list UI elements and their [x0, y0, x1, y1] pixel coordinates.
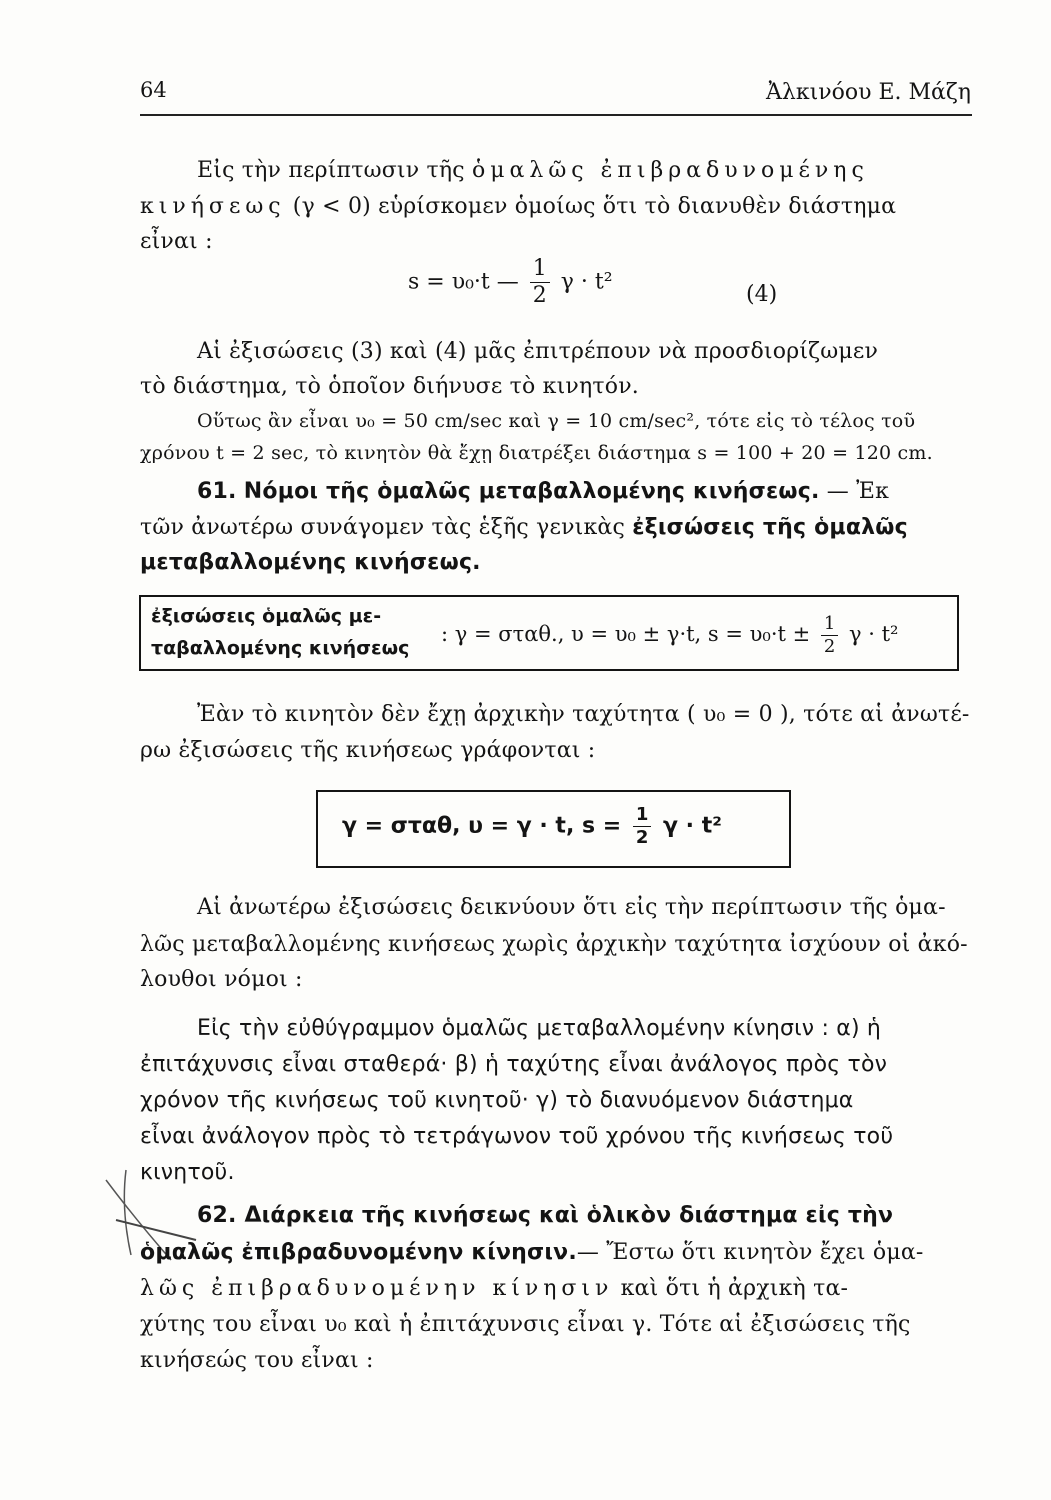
laws-line3: χρόνον τῆς κινήσεως τοῦ κινητοῦ· γ) τὸ διανυόμενον διάστημα [140, 1088, 854, 1113]
equation-4-rhs: γ · t² [560, 269, 613, 295]
para1-line1 [197, 158, 869, 183]
equations-box-general [139, 595, 959, 671]
section61-title: Νόμοι τῆς ὁμαλῶς μεταβαλλομένης κινήσεως. [243, 479, 820, 504]
para2-line1: Αἱ ἐξισώσεις (3) καὶ (4) μᾶς ἐπιτρέπουν νὰ προσδιορίζωμεν [197, 339, 879, 364]
para1-spaced-term: ὁμαλῶς ἐπιβραδυνομένης [471, 158, 869, 183]
fraction-numerator: 1 [530, 258, 550, 283]
para4-line2: λῶς μεταβαλλομένης κινήσεως χωρὶς ἀρχικὴν ταχύτητα ἰσχύουν οἱ ἀκό- [140, 932, 968, 957]
section61-text-2: τῶν ἀνωτέρω συνάγομεν τὰς ἑξῆς γενικὰς [140, 515, 633, 540]
fraction-denominator: 2 [635, 827, 649, 848]
box2-equations [342, 806, 722, 847]
fraction-numerator: 1 [821, 615, 838, 636]
equations-box-no-initial-velocity [316, 790, 791, 868]
para1-text: Εἰς τὴν περίπτωσιν τῆς [197, 158, 472, 183]
para2-line2: τὸ διάστημα, τὸ ὁποῖον διήνυσε τὸ κινητόν. [140, 374, 639, 399]
box1-fraction [821, 615, 838, 656]
section62-heading [197, 1203, 893, 1228]
section62-number: 62. [197, 1203, 237, 1228]
para3-line1: Ἐὰν τὸ κινητὸν δὲν ἔχῃ ἀρχικὴν ταχύτητα ( υ₀ = 0 ), τότε αἱ ἀνωτέ- [197, 702, 970, 727]
para1-line2 [140, 194, 896, 219]
para1-line3: εἶναι : [140, 229, 213, 254]
section62-line4: χύτης του εἶναι υ₀ καὶ ἡ ἐπιτάχυνσις εἶναι γ. Τότε αἱ ἐξισώσεις τῆς [140, 1312, 911, 1337]
fraction-denominator: 2 [823, 636, 836, 657]
para1-spaced-term-2: κινήσεως [140, 194, 286, 219]
section62-title-2: ὁμαλῶς ἐπιβραδυνομένην κίνησιν. [140, 1240, 577, 1265]
box1-label-line2: ταβαλλομένης κινήσεως [151, 637, 410, 659]
laws-line2: ἐπιτάχυνσις εἶναι σταθερά· β) ἡ ταχύτης εἶναι ἀνάλογος πρὸς τὸν [140, 1052, 888, 1077]
section62-spaced-term: λῶς ἐπιβραδυνομένην κίνησιν [140, 1276, 614, 1301]
section61-line2 [140, 515, 908, 540]
box2-equations-main: γ = σταθ, υ = γ · t, s = [342, 813, 622, 839]
laws-line4: εἶναι ἀνάλογον πρὸς τὸ τετράγωνον τοῦ χρόνου τῆς κινήσεως τοῦ [140, 1124, 894, 1149]
section62-line3 [140, 1276, 848, 1301]
laws-line5: κινητοῦ. [140, 1160, 235, 1185]
section61-line3: μεταβαλλομένης κινήσεως. [140, 550, 481, 575]
para4-line3: λουθοι νόμοι : [140, 967, 303, 992]
example-line2: χρόνου t = 2 sec, τὸ κινητὸν θὰ ἔχῃ διατρέξει διάστημα s = 100 + 20 = 120 cm. [140, 442, 933, 464]
section61-number: 61. [197, 479, 237, 504]
section62-text-3: καὶ ὅτι ἡ ἀρχικὴ τα- [613, 1276, 849, 1301]
para3-line2: ρω ἐξισώσεις τῆς κινήσεως γράφονται : [140, 738, 596, 763]
laws-line1: Εἰς τὴν εὐθύγραμμον ὁμαλῶς μεταβαλλομένην κίνησιν : α) ἡ [197, 1016, 882, 1041]
section62-title-1: Διάρκεια τῆς κινήσεως καὶ ὁλικὸν διάστημα εἰς τὴν [244, 1203, 894, 1228]
equation-4-lhs: s = υ₀·t — [408, 269, 519, 295]
equation-4-fraction [530, 258, 550, 307]
equation-4-tag: (4) [746, 282, 778, 307]
fraction-denominator: 2 [532, 283, 547, 308]
box1-equations-end: γ · t² [849, 622, 899, 646]
box1-equations [441, 615, 898, 656]
page-number: 64 [140, 78, 167, 102]
header-rule [140, 114, 972, 116]
box1-label-line1: ἐξισώσεις ὁμαλῶς με- [151, 605, 382, 627]
para1-text-2: (γ < 0) εὑρίσκομεν ὁμοίως ὅτι τὸ διανυθὲν διάστημα [285, 194, 897, 219]
box2-equations-end: γ · t² [663, 813, 722, 839]
fraction-numerator: 1 [633, 806, 652, 827]
box1-equations-main: : γ = σταθ., υ = υ₀ ± γ·t, s = υ₀·t ± [441, 622, 811, 646]
section61-heading [197, 479, 889, 504]
para4-line1: Αἱ ἀνωτέρω ἐξισώσεις δεικνύουν ὅτι εἰς τὴν περίπτωσιν τῆς ὁμα- [197, 895, 946, 920]
section61-text: — Ἐκ [819, 479, 890, 504]
equation-4 [408, 258, 613, 307]
running-header-author: Ἀλκινόου Ε. Μάζη [766, 80, 971, 105]
section61-bold-2: ἐξισώσεις τῆς ὁμαλῶς [632, 515, 908, 540]
section62-line2 [140, 1240, 924, 1265]
section62-line5: κινήσεώς του εἶναι : [140, 1348, 374, 1373]
box2-fraction [633, 806, 652, 847]
section62-text: — Ἔστω ὅτι κινητὸν ἔχει ὁμα- [576, 1240, 924, 1265]
example-line1: Οὕτως ἂν εἶναι υ₀ = 50 cm/sec καὶ γ = 10 cm/sec², τότε εἰς τὸ τέλος τοῦ [197, 410, 916, 432]
